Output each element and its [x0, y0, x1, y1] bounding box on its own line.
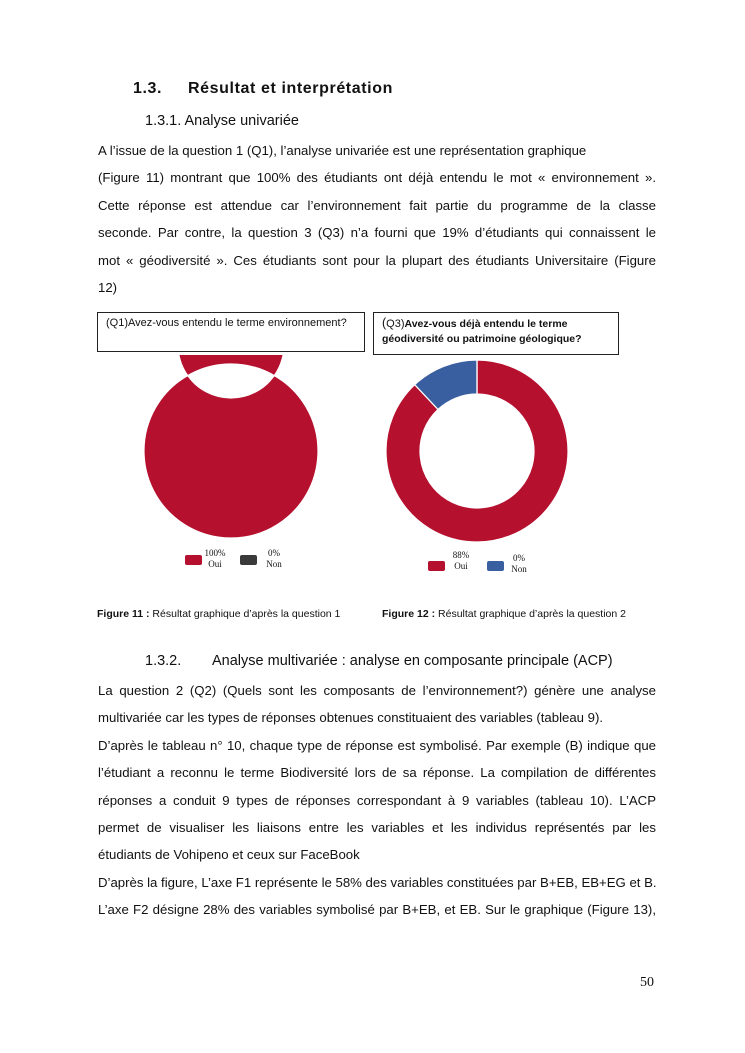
- paragraph-line: réponses a conduit 9 types de réponses correspondant à 9 variables (tableau 10). L’ACP: [98, 792, 656, 808]
- paragraph-line: A l’issue de la question 1 (Q1), l’analyse univariée est une représentation graphique: [98, 143, 587, 158]
- section-number: 1.3.: [133, 80, 163, 97]
- paragraph-univariate: [98, 137, 656, 301]
- figure12-caption: [382, 608, 626, 620]
- caption-text: Résultat graphique d’après la question 1: [149, 608, 341, 620]
- paragraph-line: (Figure 11) montrant que 100% des étudiants ont déjà entendu le mot « environnement ».: [98, 170, 656, 186]
- paragraph-multivariate: [98, 677, 656, 924]
- subsection-number: 1.3.2.: [145, 653, 182, 669]
- paragraph-line: La question 2 (Q2) (Quels sont les composants de l’environnement?) génère une analyse: [98, 683, 656, 698]
- paragraph-line: multivariée car les types de réponses obtenues constituaient des variables (tableau 9).: [98, 710, 604, 726]
- section-title: Résultat et interprétation: [188, 80, 393, 97]
- figure11-donut-chart: [140, 355, 325, 550]
- legend-text: Oui: [208, 559, 222, 569]
- paragraph-line: permet de visualiser les liaisons entre les variables et les individus représentés par les: [98, 820, 656, 836]
- paragraph-line: D’après le tableau n° 10, chaque type de réponse est symbolisé. Par exemple (B) indique que: [98, 737, 656, 753]
- caption-text: Résultat graphique d’après la question 2: [435, 608, 626, 620]
- question-text: Avez-vous déjà entendu le terme géodiversité ou patrimoine géologique?: [382, 318, 582, 345]
- legend-percent: 0%: [513, 553, 525, 563]
- legend-label-oui: [198, 548, 232, 570]
- figure12-donut-chart: [382, 355, 572, 550]
- figure11-caption: [97, 608, 340, 620]
- legend-percent: 0%: [268, 548, 280, 558]
- legend-swatch-oui: [428, 561, 445, 571]
- subsection-title: Analyse multivariée : analyse en composante principale (ACP): [212, 653, 613, 669]
- legend-label-non: [258, 548, 290, 570]
- paragraph-line: Cette réponse est attendue car l’environnement fait partie du programme de la classe: [98, 197, 656, 213]
- subsection-heading-univariate: 1.3.1. Analyse univariée: [145, 113, 299, 129]
- paragraph-line: l’étudiant a reconnu le terme Biodiversité lors de sa réponse. La compilation de différentes: [98, 765, 656, 781]
- legend-swatch-non: [487, 561, 504, 571]
- paragraph-line: D’après la figure, L’axe F1 représente le 58% des variables constituées par B+EB, EB+EG et B.: [98, 874, 657, 890]
- legend-percent: 100%: [204, 548, 226, 558]
- paragraph-line: mot « géodiversité ». Ces étudiants sont pour la plupart des étudiants Universitaire (Figure: [98, 252, 656, 268]
- legend-label-non: [503, 553, 535, 575]
- paragraph-line: seconde. Par contre, la question 3 (Q3) n’a fourni que 19% d’étudiants qui connaissent le: [98, 225, 656, 241]
- paragraph-line: 12): [98, 280, 118, 296]
- legend-text: Oui: [454, 561, 468, 571]
- question-code: Q3): [386, 318, 405, 330]
- caption-label: Figure 11 :: [97, 608, 150, 620]
- legend-label-oui: [444, 550, 478, 572]
- legend-swatch-non: [240, 555, 257, 565]
- legend-percent: 88%: [452, 550, 470, 560]
- question-prefix: (: [382, 316, 387, 330]
- paragraph-line: L’axe F2 désigne 28% des variables symbolisé par B+EB, et EB. Sur le graphique (Figure 13),: [98, 902, 656, 918]
- legend-text: Non: [511, 564, 527, 574]
- section-heading: [133, 80, 393, 98]
- caption-label: Figure 12 :: [382, 608, 436, 620]
- subsection-heading-multivariate: [145, 653, 613, 669]
- figure12-question-box: [373, 312, 619, 355]
- paragraph-line: étudiants de Vohipeno et ceux sur FaceBook: [98, 847, 360, 863]
- legend-text: Non: [266, 559, 282, 569]
- page-number: 50: [640, 975, 654, 990]
- figure11-question-box: (Q1)Avez-vous entendu le terme environnement?: [97, 312, 365, 352]
